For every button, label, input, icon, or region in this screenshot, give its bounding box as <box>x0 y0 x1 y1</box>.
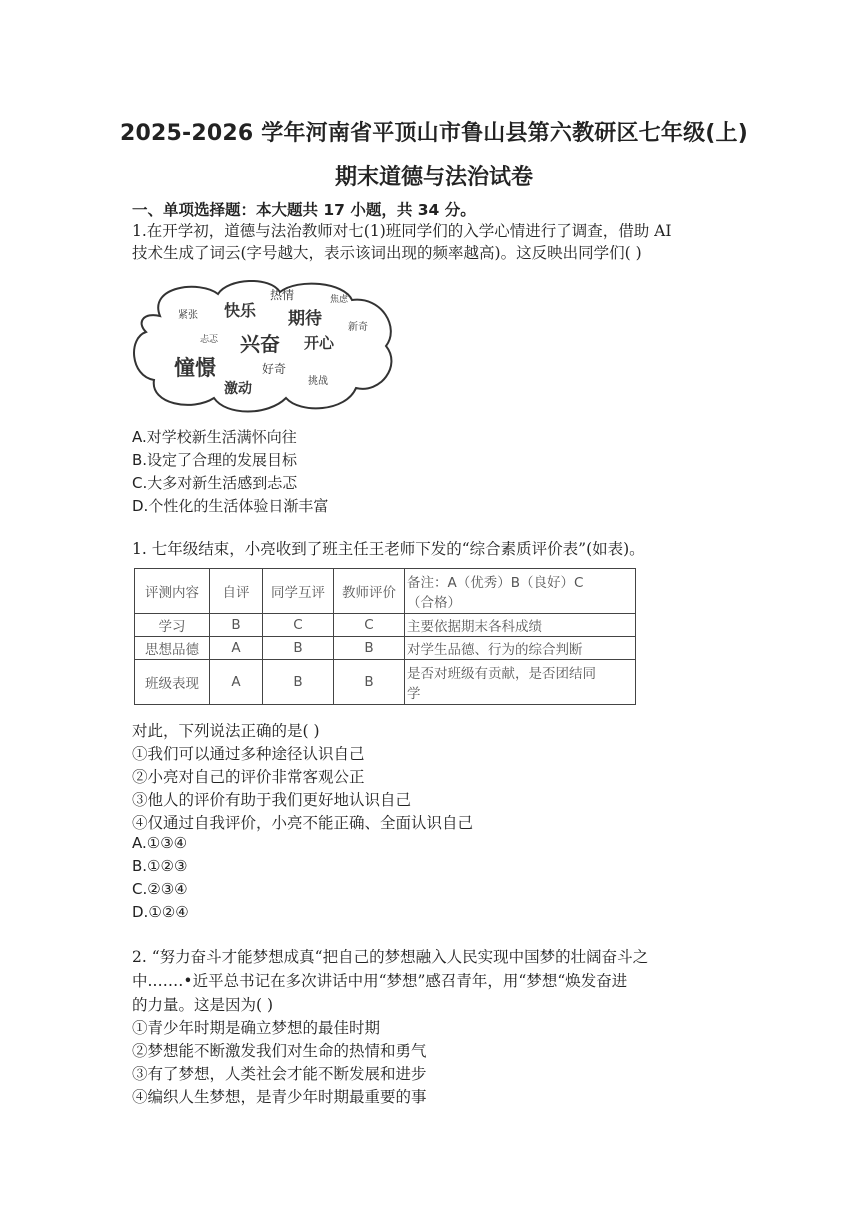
cloud-word: 快乐 <box>224 301 257 320</box>
table-cell: 学习 <box>135 614 210 637</box>
q1-option-a[interactable]: A.对学校新生活满怀向往 <box>132 428 297 446</box>
header-cell: 评测内容 <box>135 569 210 614</box>
q2-option-d[interactable]: D.①②④ <box>132 903 189 921</box>
cloud-word: 焦虑 <box>330 295 349 305</box>
q3-statement-1: ①青少年时期是确立梦想的最佳时期 <box>132 1019 381 1037</box>
q2-stem: 1. 七年级结束，小亮收到了班主任王老师下发的“综合素质评价表”(如表)。 <box>132 540 645 558</box>
cloud-word: 热情 <box>270 288 295 302</box>
exam-title-line2: 期末道德与法治试卷 <box>334 165 533 190</box>
q1-option-c[interactable]: C.大多对新生活感到忐忑 <box>132 474 298 492</box>
cloud-word: 挑战 <box>308 376 328 387</box>
cloud-word: 激动 <box>224 381 252 397</box>
table-row <box>135 660 636 705</box>
table-row <box>135 637 636 660</box>
q1-option-d[interactable]: D.个性化的生活体验日渐丰富 <box>132 497 329 515</box>
table-row <box>135 614 636 637</box>
evaluation-table <box>134 568 636 705</box>
q3-statement-2: ②梦想能不断激发我们对生命的热情和勇气 <box>132 1042 427 1060</box>
q3-stem-line1: 2. “努力奋斗才能梦想成真“把自己的梦想融入人民实现中国梦的壮阔奋斗之 <box>132 948 649 966</box>
cloud-word: 好奇 <box>262 362 287 376</box>
table-cell: 主要依据期末各科成绩 <box>405 614 636 637</box>
header-cell: 同学互评 <box>263 569 334 614</box>
q3-stem-line3: 的力量。这是因为( ) <box>132 996 274 1014</box>
note-text-line2: （合格） <box>407 595 461 611</box>
q1-option-b[interactable]: B.设定了合理的发展目标 <box>132 451 298 469</box>
table-cell: 班级表现 <box>135 660 210 705</box>
table-cell: B <box>334 660 405 705</box>
header-cell: 教师评价 <box>334 569 405 614</box>
table-cell <box>405 660 636 705</box>
q3-stem-line2: 中.……•近平总书记在多次讲话中用“梦想”感召青年，用“梦想“焕发奋进 <box>132 972 628 990</box>
cloud-word: 紧张 <box>178 310 198 321</box>
q2-statement-2: ②小亮对自己的评价非常客观公正 <box>132 768 365 786</box>
q2-statement-4: ④仅通过自我评价，小亮不能正确、全面认识自己 <box>132 814 474 832</box>
q1-stem-line1: 1.在开学初，道德与法治教师对七(1)班同学们的入学心情进行了调查，借助 AI <box>132 222 672 240</box>
header-note-cell <box>405 569 636 614</box>
table-cell: B <box>210 614 263 637</box>
note-text-line1: 是否对班级有贡献，是否团结同 <box>407 666 596 682</box>
header-cell: 自评 <box>210 569 263 614</box>
word-cloud-image <box>130 276 400 416</box>
table-cell: 对学生品德、行为的综合判断 <box>405 637 636 660</box>
q1-stem-line2: 技术生成了词云(字号越大，表示该词出现的频率越高)。这反映出同学们( ) <box>132 244 642 262</box>
cloud-word: 期待 <box>288 309 322 329</box>
cloud-word: 开心 <box>304 334 335 352</box>
q2-option-a[interactable]: A.①③④ <box>132 834 188 852</box>
table-cell: A <box>210 637 263 660</box>
table-cell: A <box>210 660 263 705</box>
q2-option-c[interactable]: C.②③④ <box>132 880 188 898</box>
q3-statement-3: ③有了梦想，人类社会才能不断发展和进步 <box>132 1065 427 1083</box>
cloud-word: 忐忑 <box>200 335 219 345</box>
q2-statement-3: ③他人的评价有助于我们更好地认识自己 <box>132 791 412 809</box>
cloud-word: 兴奋 <box>240 332 280 356</box>
q2-option-b[interactable]: B.①②③ <box>132 857 188 875</box>
q2-statement-1: ①我们可以通过多种途径认识自己 <box>132 745 365 763</box>
table-cell: C <box>334 614 405 637</box>
table-cell: 思想品德 <box>135 637 210 660</box>
table-cell: B <box>334 637 405 660</box>
table-header-row <box>135 569 636 614</box>
table-cell: B <box>263 660 334 705</box>
q2-prompt: 对此，下列说法正确的是( ) <box>132 722 320 740</box>
q3-statement-4: ④编织人生梦想，是青少年时期最重要的事 <box>132 1088 427 1106</box>
cloud-word: 新奇 <box>348 322 368 333</box>
section-heading: 一、单项选择题：本大题共 17 小题，共 34 分。 <box>132 201 476 219</box>
table-cell: C <box>263 614 334 637</box>
note-text-line2: 学 <box>407 686 421 702</box>
cloud-word: 憧憬 <box>174 356 216 380</box>
table-cell: B <box>263 637 334 660</box>
note-text-line1: 备注：A（优秀）B（良好）C <box>407 575 584 591</box>
exam-title-line1: 2025-2026 学年河南省平顶山市鲁山县第六教研区七年级(上) <box>120 121 748 146</box>
